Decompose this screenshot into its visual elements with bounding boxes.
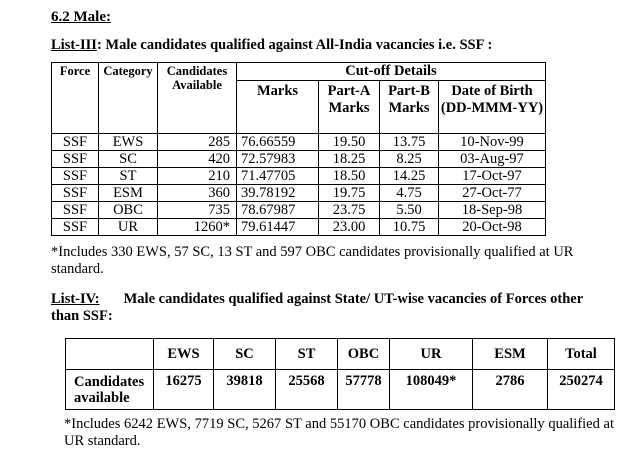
header-cutoff-details: Cut-off Details: [237, 63, 546, 81]
cell-part-a: 18.50: [319, 168, 380, 185]
table-row: [52, 219, 546, 236]
cell-marks: 72.57983: [237, 151, 319, 168]
header-st: ST: [276, 339, 338, 370]
header-ews: EWS: [154, 339, 214, 370]
cell-candidates: 420: [158, 151, 237, 168]
cell-force: SSF: [52, 185, 99, 202]
cell-category: UR: [99, 219, 158, 236]
cell-part-a: 19.50: [319, 134, 380, 151]
cell-ur: 108049*: [390, 370, 473, 410]
cell-candidates: 285: [158, 134, 237, 151]
cell-part-a: 23.75: [319, 202, 380, 219]
cell-part-b: 10.75: [380, 219, 439, 236]
cell-force: SSF: [52, 202, 99, 219]
cell-candidates: 360: [158, 185, 237, 202]
cell-part-b: 8.25: [380, 151, 439, 168]
list4-text: Male candidates qualified against State/ UT-wise vacancies of Forces other than SSF:: [51, 291, 583, 324]
cell-dob: 27-Oct-77: [439, 185, 546, 202]
header-candidates: Candidates Available: [158, 63, 237, 134]
header-ur: UR: [390, 339, 473, 370]
cell-part-b: 5.50: [380, 202, 439, 219]
header-part-b: Part-B Marks: [380, 81, 439, 134]
cell-part-b: 14.25: [380, 168, 439, 185]
cell-part-a: 19.75: [319, 185, 380, 202]
table-row: [52, 202, 546, 219]
table-row: [52, 134, 546, 151]
cell-marks: 78.67987: [237, 202, 319, 219]
header-part-a: Part-A Marks: [319, 81, 380, 134]
cell-category: SC: [99, 151, 158, 168]
cell-part-a: 18.25: [319, 151, 380, 168]
cell-part-b: 4.75: [380, 185, 439, 202]
table-row: [52, 185, 546, 202]
header-total: Total: [548, 339, 615, 370]
list3-label: List-III: [51, 37, 97, 53]
cell-dob: 10-Nov-99: [439, 134, 546, 151]
cell-candidates: 1260*: [158, 219, 237, 236]
cell-category: ST: [99, 168, 158, 185]
cell-marks: 79.61447: [237, 219, 319, 236]
cell-candidates: 210: [158, 168, 237, 185]
cell-sc: 39818: [214, 370, 276, 410]
row-label: Candidates available: [66, 370, 154, 410]
header-obc: OBC: [338, 339, 390, 370]
cell-dob: 03-Aug-97: [439, 151, 546, 168]
list4-table: [65, 338, 615, 410]
cell-force: SSF: [52, 168, 99, 185]
cell-candidates: 735: [158, 202, 237, 219]
header-marks: Marks: [237, 81, 319, 134]
header-esm: ESM: [473, 339, 548, 370]
cell-force: SSF: [52, 134, 99, 151]
cell-category: ESM: [99, 185, 158, 202]
cell-total: 250274: [548, 370, 615, 410]
header-category: Category: [99, 63, 158, 134]
cell-dob: 20-Oct-98: [439, 219, 546, 236]
cell-marks: 76.66559: [237, 134, 319, 151]
cell-marks: 39.78192: [237, 185, 319, 202]
cell-force: SSF: [52, 151, 99, 168]
cell-part-a: 23.00: [319, 219, 380, 236]
cell-esm: 2786: [473, 370, 548, 410]
header-sc: SC: [214, 339, 276, 370]
list3-footnote: *Includes 330 EWS, 57 SC, 13 ST and 597 OBC candidates provisionally qualified at UR standard.: [51, 244, 574, 277]
list3-text: : Male candidates qualified against All-India vacancies i.e. SSF :: [96, 37, 493, 53]
cell-obc: 57778: [338, 370, 390, 410]
cell-st: 25568: [276, 370, 338, 410]
cell-ews: 16275: [154, 370, 214, 410]
section-title: 6.2 Male:: [51, 9, 111, 25]
cell-dob: 18-Sep-98: [439, 202, 546, 219]
cell-force: SSF: [52, 219, 99, 236]
list4-label: List-IV:: [51, 291, 100, 307]
cell-dob: 17-Oct-97: [439, 168, 546, 185]
header-dob: Date of Birth (DD-MMM-YY): [439, 81, 546, 134]
table-row: [52, 151, 546, 168]
list3-table: [51, 62, 546, 236]
list4-footnote: *Includes 6242 EWS, 7719 SC, 5267 ST and 55170 OBC candidates provisionally qualified at UR standard.: [64, 416, 614, 449]
corner-cell: [66, 339, 154, 370]
table-row: [52, 168, 546, 185]
cell-marks: 71.47705: [237, 168, 319, 185]
list3-heading: [51, 37, 492, 54]
cell-category: OBC: [99, 202, 158, 219]
header-force: Force: [52, 63, 99, 134]
list4-heading: [51, 291, 611, 325]
cell-part-b: 13.75: [380, 134, 439, 151]
cell-category: EWS: [99, 134, 158, 151]
